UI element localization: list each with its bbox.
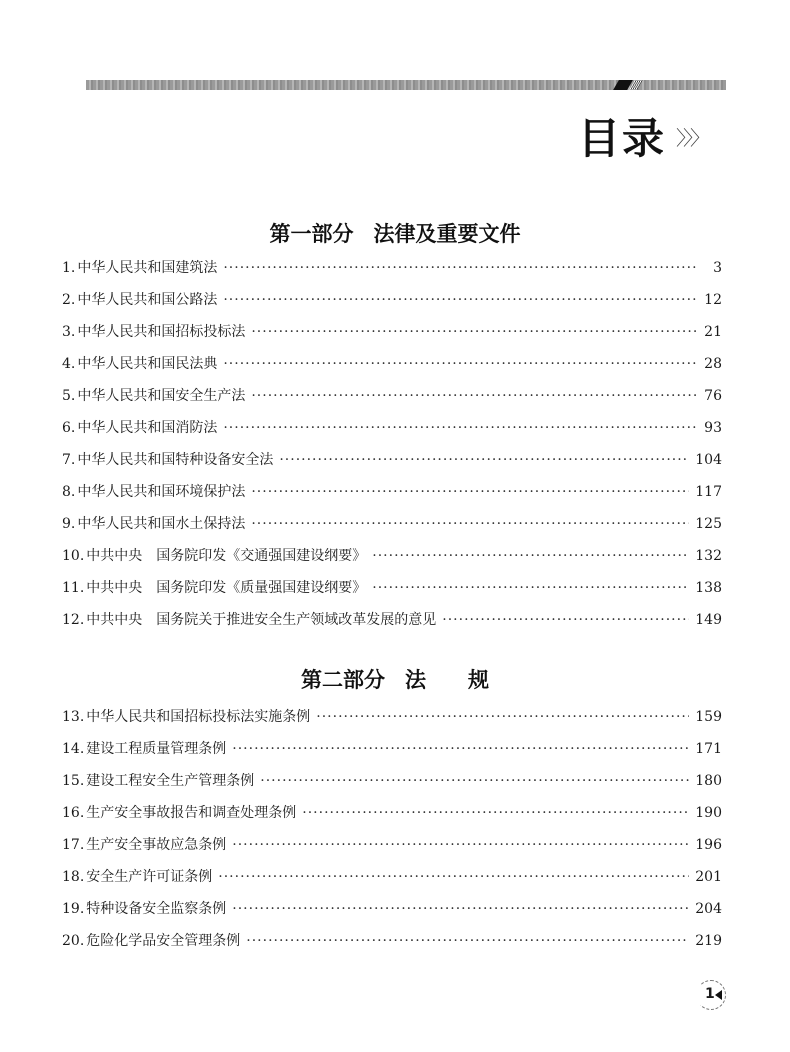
entry-page: 76 xyxy=(704,388,722,404)
entry-title: 建设工程安全生产管理条例 xyxy=(86,773,255,789)
entry-title: 生产安全事故应急条例 xyxy=(86,837,227,853)
entry-number: 1. xyxy=(62,260,76,276)
entry-number: 11. xyxy=(62,580,85,596)
toc-entry[interactable] xyxy=(62,577,722,609)
entry-page: 180 xyxy=(695,773,722,789)
entry-page: 149 xyxy=(695,612,722,628)
entry-title: 中华人民共和国安全生产法 xyxy=(77,388,246,404)
toc-list-part-1 xyxy=(62,257,722,641)
part-label: 第二部分 xyxy=(301,668,385,692)
entry-number: 13. xyxy=(62,709,85,725)
dot-leader xyxy=(223,292,696,308)
dot-leader xyxy=(442,612,689,628)
dot-leader xyxy=(223,356,696,372)
entry-title: 中华人民共和国招标投标法实施条例 xyxy=(86,709,311,725)
entry-page: 93 xyxy=(704,420,722,436)
dot-leader xyxy=(218,869,689,885)
entry-page: 204 xyxy=(695,901,722,917)
part-name: 法 规 xyxy=(405,668,489,692)
page-title: 目录 xyxy=(578,114,667,163)
toc-entry[interactable] xyxy=(62,706,722,738)
entry-number: 19. xyxy=(62,901,85,917)
entry-page: 117 xyxy=(695,484,722,500)
entry-page: 138 xyxy=(695,580,722,596)
entry-page: 196 xyxy=(695,837,722,853)
dot-leader xyxy=(251,484,689,500)
toc-entry[interactable] xyxy=(62,930,722,962)
toc-entry[interactable] xyxy=(62,449,722,481)
entry-page: 125 xyxy=(695,516,722,532)
entry-number: 6. xyxy=(62,420,76,436)
entry-page: 104 xyxy=(695,452,722,468)
entry-title: 生产安全事故报告和调查处理条例 xyxy=(86,805,297,821)
toc-entry[interactable] xyxy=(62,385,722,417)
toc-entry[interactable] xyxy=(62,513,722,545)
part-label: 第一部分 xyxy=(269,222,354,246)
dot-leader xyxy=(302,805,689,821)
entry-number: 17. xyxy=(62,837,85,853)
entry-number: 2. xyxy=(62,292,76,308)
entry-number: 10. xyxy=(62,548,85,564)
entry-title: 中华人民共和国民法典 xyxy=(77,356,218,372)
entry-number: 18. xyxy=(62,869,85,885)
entry-page: 171 xyxy=(695,741,722,757)
entry-title: 中华人民共和国公路法 xyxy=(77,292,218,308)
toc-entry[interactable] xyxy=(62,770,722,802)
entry-title: 中共中央 国务院印发《质量强国建设纲要》 xyxy=(86,580,367,596)
entry-title: 中华人民共和国招标投标法 xyxy=(77,324,246,340)
entry-page: 12 xyxy=(704,292,722,308)
dot-leader xyxy=(279,452,689,468)
toc-entry[interactable] xyxy=(62,289,722,321)
toc-entry[interactable] xyxy=(62,609,722,641)
toc-entry[interactable] xyxy=(62,481,722,513)
dot-leader xyxy=(232,837,689,853)
dot-leader xyxy=(232,901,689,917)
entry-page: 132 xyxy=(695,548,722,564)
dot-leader xyxy=(223,260,696,276)
entry-number: 15. xyxy=(62,773,85,789)
entry-title: 危险化学品安全管理条例 xyxy=(86,933,241,949)
dot-leader xyxy=(251,516,689,532)
toc-entry[interactable] xyxy=(62,738,722,770)
chevrons-icon: 〉〉〉 xyxy=(676,126,707,150)
dot-leader xyxy=(223,420,696,436)
entry-title: 中华人民共和国水土保持法 xyxy=(77,516,246,532)
dot-leader xyxy=(232,741,689,757)
entry-title: 中共中央 国务院关于推进安全生产领域改革发展的意见 xyxy=(86,612,437,628)
entry-title: 安全生产许可证条例 xyxy=(86,869,213,885)
entry-number: 9. xyxy=(62,516,76,532)
toc-entry[interactable] xyxy=(62,321,722,353)
entry-page: 28 xyxy=(704,356,722,372)
arrow-left-icon xyxy=(715,990,722,1000)
entry-title: 中华人民共和国建筑法 xyxy=(77,260,218,276)
page-number-text: 1 xyxy=(705,986,715,1002)
entry-number: 14. xyxy=(62,741,85,757)
entry-title: 中华人民共和国特种设备安全法 xyxy=(77,452,274,468)
toc-entry[interactable] xyxy=(62,898,722,930)
toc-entry[interactable] xyxy=(62,545,722,577)
entry-number: 3. xyxy=(62,324,76,340)
entry-page: 21 xyxy=(704,324,722,340)
dot-leader xyxy=(316,709,689,725)
entry-number: 20. xyxy=(62,933,85,949)
entry-number: 16. xyxy=(62,805,85,821)
entry-title: 特种设备安全监察条例 xyxy=(86,901,227,917)
entry-number: 4. xyxy=(62,356,76,372)
entry-number: 5. xyxy=(62,388,76,404)
dot-leader xyxy=(251,388,696,404)
toc-entry[interactable] xyxy=(62,866,722,898)
entry-title: 建设工程质量管理条例 xyxy=(86,741,227,757)
dot-leader xyxy=(246,933,689,949)
toc-entry[interactable] xyxy=(62,834,722,866)
entry-title: 中共中央 国务院印发《交通强国建设纲要》 xyxy=(86,548,367,564)
part-heading-2 xyxy=(0,664,790,694)
entry-number: 7. xyxy=(62,452,76,468)
toc-list-part-2 xyxy=(62,706,722,962)
entry-page: 190 xyxy=(695,805,722,821)
part-name: 法律及重要文件 xyxy=(373,222,521,246)
entry-page: 201 xyxy=(695,869,722,885)
dot-leader xyxy=(372,548,689,564)
part-heading-1 xyxy=(0,218,790,248)
dot-leader xyxy=(372,580,689,596)
entry-title: 中华人民共和国环境保护法 xyxy=(77,484,246,500)
page-number xyxy=(696,980,726,1010)
entry-number: 8. xyxy=(62,484,76,500)
toc-entry[interactable] xyxy=(62,353,722,385)
entry-page: 159 xyxy=(695,709,722,725)
dot-leader xyxy=(251,324,696,340)
entry-title: 中华人民共和国消防法 xyxy=(77,420,218,436)
header-decorative-bar xyxy=(86,80,726,90)
entry-page: 3 xyxy=(713,260,722,276)
toc-entry[interactable] xyxy=(62,257,722,289)
dot-leader xyxy=(260,773,689,789)
entry-number: 12. xyxy=(62,612,85,628)
toc-entry[interactable] xyxy=(62,417,722,449)
toc-entry[interactable] xyxy=(62,802,722,834)
entry-page: 219 xyxy=(695,933,722,949)
